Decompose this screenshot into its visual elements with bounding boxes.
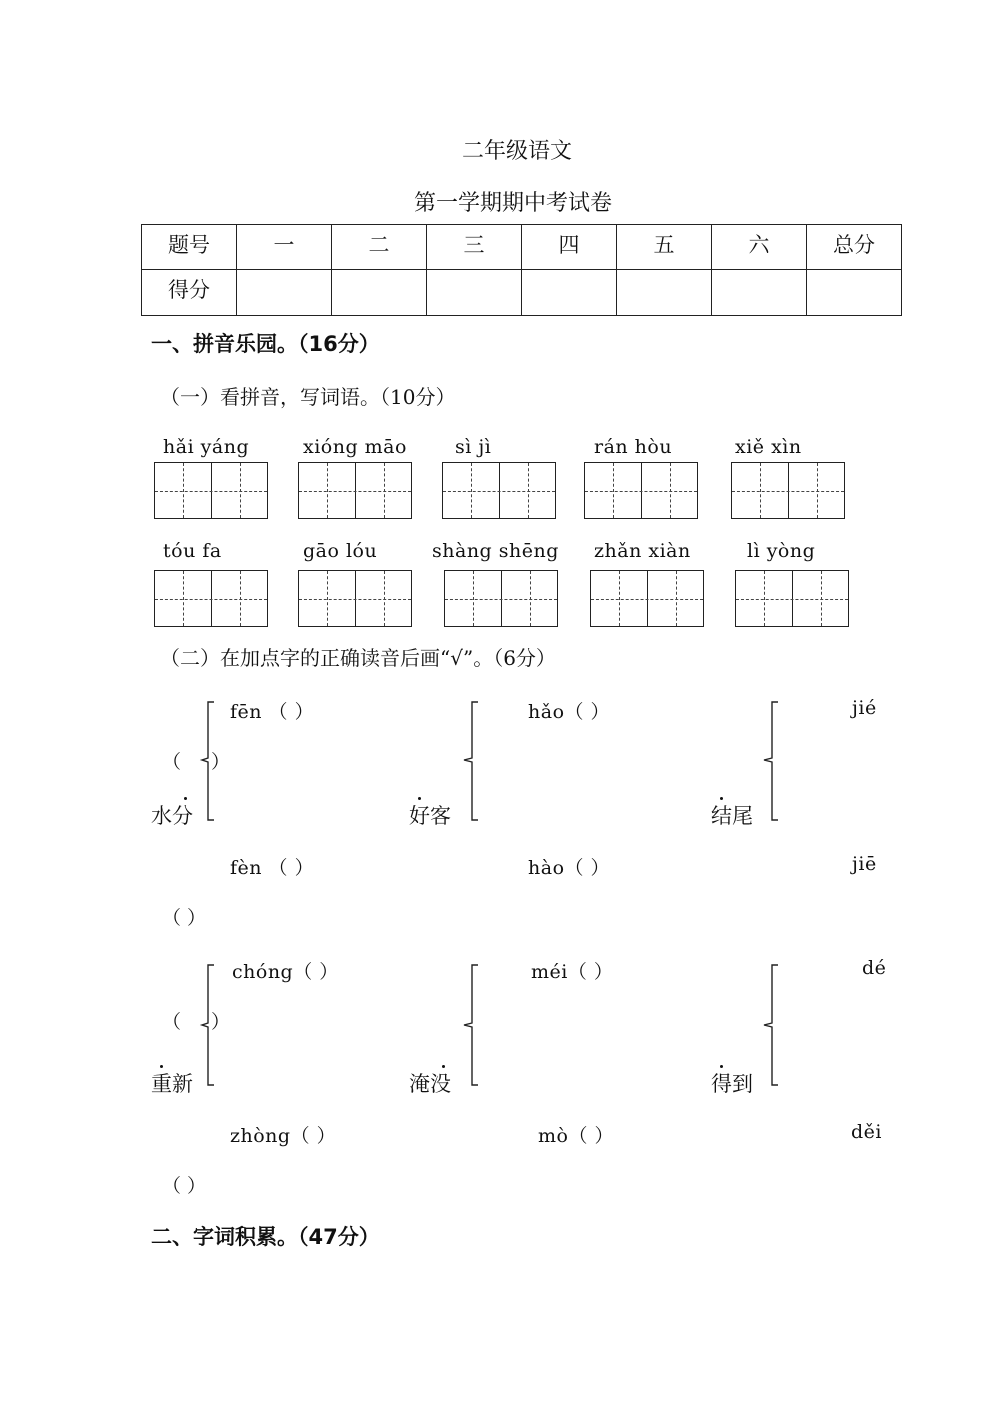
target-word: 淹没 — [409, 1072, 451, 1096]
emphasis-dot-icon — [418, 797, 421, 800]
table-cell: 一 — [237, 225, 332, 270]
writing-grid[interactable] — [154, 462, 268, 519]
score-input-cell[interactable] — [427, 270, 522, 316]
table-cell: 总分 — [807, 225, 902, 270]
pinyin-label: rán hòu — [594, 436, 673, 458]
pinyin-label: xiě xìn — [735, 436, 802, 458]
brace-icon — [760, 963, 782, 1087]
section-heading: 二、字词积累。（47分） — [151, 1225, 380, 1249]
page-subtitle: 第一学期期中考试卷 — [414, 191, 613, 216]
answer-paren[interactable]: （ — [162, 1011, 182, 1033]
score-table — [141, 224, 902, 316]
table-cell: 六 — [712, 225, 807, 270]
brace-icon — [198, 963, 220, 1087]
table-cell: 题号 — [142, 225, 237, 270]
emphasis-dot-icon — [720, 1065, 723, 1068]
brace-icon — [760, 700, 782, 822]
writing-grid[interactable] — [442, 462, 556, 519]
answer-paren: ） — [211, 751, 231, 773]
section-heading: 一、拼音乐园。（16分） — [151, 332, 380, 356]
pinyin-option[interactable]: jiē — [852, 853, 877, 875]
target-word: 结尾 — [711, 804, 753, 828]
emphasis-dot-icon — [720, 797, 723, 800]
pinyin-option[interactable]: chóng（ ） — [232, 961, 339, 983]
subsection-heading: （二）在加点字的正确读音后画“√”。（6分） — [160, 646, 556, 670]
brace-icon — [198, 700, 220, 822]
writing-grid[interactable] — [444, 570, 558, 627]
table-row — [142, 270, 902, 316]
pinyin-label: lì yòng — [747, 540, 816, 562]
pinyin-label: hǎi yáng — [163, 436, 250, 458]
pinyin-option[interactable]: mò（ ） — [538, 1125, 614, 1147]
pinyin-option[interactable]: jié — [852, 697, 877, 719]
emphasis-dot-icon — [442, 1065, 445, 1068]
pinyin-label: zhǎn xiàn — [594, 540, 691, 562]
brace-icon — [460, 963, 482, 1087]
answer-paren[interactable]: （ ） — [162, 907, 207, 929]
emphasis-dot-icon — [160, 1065, 163, 1068]
table-cell: 四 — [522, 225, 617, 270]
pinyin-label: tóu fa — [163, 540, 222, 562]
page-title: 二年级语文 — [462, 139, 573, 164]
writing-grid[interactable] — [154, 570, 268, 627]
pinyin-label: gāo lóu — [303, 540, 378, 562]
target-word: 得到 — [711, 1072, 753, 1096]
table-cell: 二 — [332, 225, 427, 270]
table-cell: 得分 — [142, 270, 237, 316]
pinyin-option[interactable]: děi — [851, 1121, 882, 1143]
emphasis-dot-icon — [184, 797, 187, 800]
writing-grid[interactable] — [731, 462, 845, 519]
answer-paren: ） — [211, 1011, 231, 1033]
score-input-cell[interactable] — [617, 270, 712, 316]
answer-paren[interactable]: （ — [162, 751, 182, 773]
pinyin-option[interactable]: hào（ ） — [528, 857, 611, 879]
writing-grid[interactable] — [584, 462, 698, 519]
target-word: 水分 — [151, 804, 193, 828]
writing-grid[interactable] — [298, 462, 412, 519]
pinyin-label: shàng shēng — [432, 540, 559, 562]
score-input-cell[interactable] — [332, 270, 427, 316]
pinyin-option[interactable]: méi（ ） — [531, 961, 614, 983]
pinyin-option[interactable]: zhòng（ ） — [230, 1125, 337, 1147]
writing-grid[interactable] — [735, 570, 849, 627]
table-cell: 五 — [617, 225, 712, 270]
target-word: 重新 — [151, 1072, 193, 1096]
pinyin-label: xióng māo — [303, 436, 407, 458]
pinyin-option[interactable]: dé — [862, 957, 887, 979]
score-input-cell[interactable] — [237, 270, 332, 316]
writing-grid[interactable] — [590, 570, 704, 627]
pinyin-option[interactable]: hǎo（ ） — [528, 701, 611, 723]
writing-grid[interactable] — [298, 570, 412, 627]
brace-icon — [460, 700, 482, 822]
score-input-cell[interactable] — [807, 270, 902, 316]
pinyin-option[interactable]: fèn （ ） — [230, 857, 315, 879]
subsection-heading: （一）看拼音，写词语。（10分） — [160, 385, 456, 409]
target-word: 好客 — [409, 804, 451, 828]
table-row — [142, 225, 902, 270]
score-input-cell[interactable] — [522, 270, 617, 316]
answer-paren[interactable]: （ ） — [162, 1175, 207, 1197]
pinyin-option[interactable]: fēn （ ） — [230, 701, 315, 723]
table-cell: 三 — [427, 225, 522, 270]
pinyin-label: sì jì — [455, 436, 492, 458]
score-input-cell[interactable] — [712, 270, 807, 316]
